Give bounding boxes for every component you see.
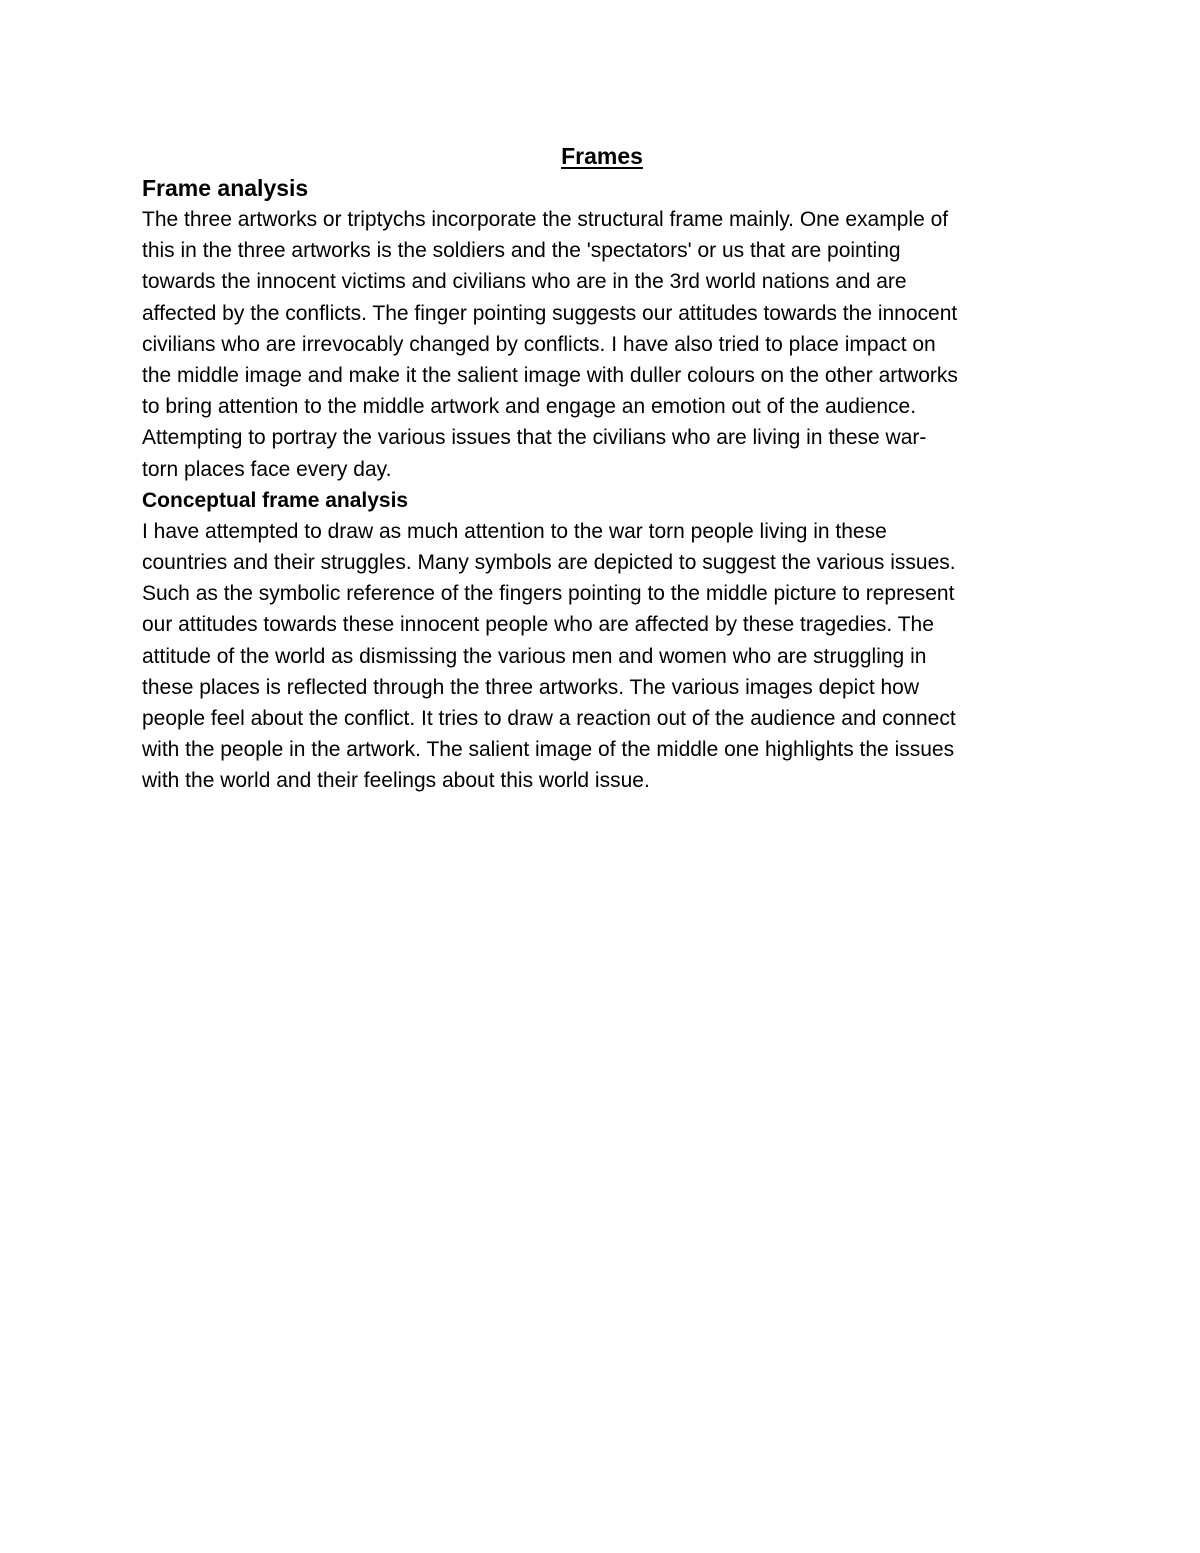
text-line: torn places face every day. (142, 457, 392, 481)
section-heading-frame-analysis: Frame analysis (142, 175, 309, 201)
text-line: the middle image and make it the salient image with duller colours on the other artworks (142, 364, 958, 388)
text-line: The three artworks or triptychs incorporate the structural frame mainly. One example of (142, 208, 949, 231)
text-line: our attitudes towards these innocent people who are affected by these tragedies. The (142, 613, 934, 637)
document-page (142, 140, 1062, 797)
paragraph-frame-analysis (142, 204, 1062, 485)
text-line: with the world and their feelings about this world issue. (142, 769, 650, 793)
text-line: towards the innocent victims and civilians who are in the 3rd world nations and are (142, 270, 907, 294)
text-line: people feel about the conflict. It tries to draw a reaction out of the audience and connect (142, 707, 956, 731)
text-line: countries and their struggles. Many symbols are depicted to suggest the various issues. (142, 551, 956, 575)
text-line: to bring attention to the middle artwork and engage an emotion out of the audience. (142, 395, 917, 419)
text-line: this in the three artworks is the soldiers and the 'spectators' or us that are pointing (142, 239, 901, 263)
text-line: with the people in the artwork. The salient image of the middle one highlights the issues (142, 738, 955, 762)
text-line: attitude of the world as dismissing the various men and women who are struggling in (142, 644, 927, 668)
text-line: civilians who are irrevocably changed by conflicts. I have also tried to place impact on (142, 332, 936, 356)
document-title: Frames (561, 143, 643, 169)
text-line: these places is reflected through the three artworks. The various images depict how (142, 675, 920, 699)
text-line: affected by the conflicts. The finger pointing suggests our attitudes towards the innocent (142, 301, 958, 325)
text-line: I have attempted to draw as much attention to the war torn people living in these (142, 519, 887, 543)
text-line: Such as the symbolic reference of the fingers pointing to the middle picture to represent (142, 582, 955, 606)
text-line: Attempting to portray the various issues that the civilians who are living in these war- (142, 426, 927, 450)
paragraph-conceptual-frame-analysis (142, 516, 1062, 797)
section-heading-conceptual-frame-analysis: Conceptual frame analysis (142, 488, 409, 512)
